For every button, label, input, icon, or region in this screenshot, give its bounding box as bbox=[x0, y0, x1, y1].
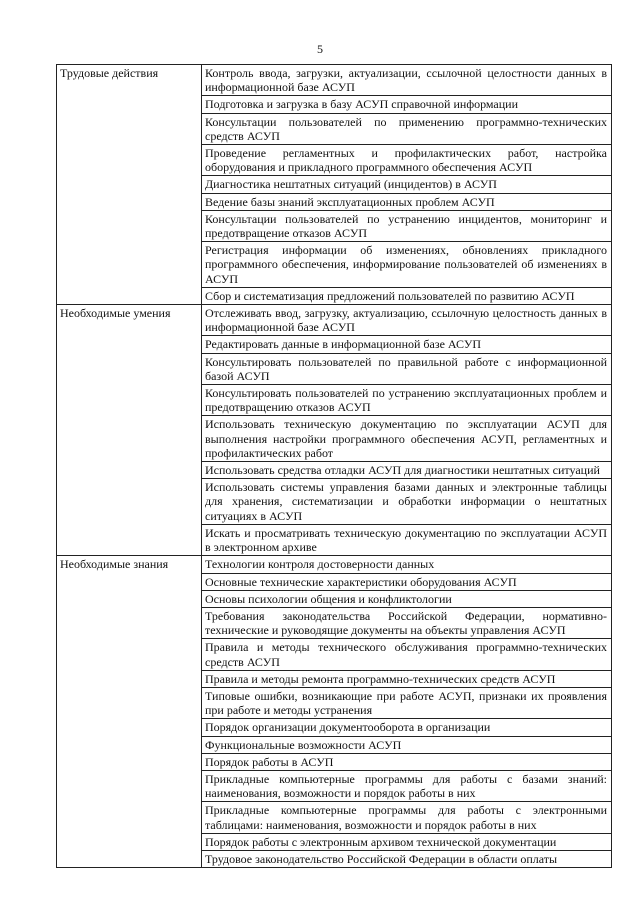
section-item: Консультировать пользователей по правильной работе с информационной базой АСУП bbox=[202, 353, 612, 384]
section-item: Порядок работы с электронным архивом технической документации bbox=[202, 833, 612, 850]
section-item: Правила и методы технического обслуживания программно-технических средств АСУП bbox=[202, 639, 612, 670]
section-item: Сбор и систематизация предложений пользователей по развитию АСУП bbox=[202, 287, 612, 304]
specification-table bbox=[56, 64, 612, 868]
section-item: Консультировать пользователей по устранению эксплуатационных проблем и предотвращению отказов АСУП bbox=[202, 385, 612, 416]
section-item: Основные технические характеристики оборудования АСУП bbox=[202, 573, 612, 590]
table-row bbox=[57, 65, 612, 96]
table-row bbox=[57, 305, 612, 336]
section-item: Регистрация информации об изменениях, обновлениях прикладного программного обеспечения, информирование пользователей об изменениях в АСУП bbox=[202, 242, 612, 288]
section-item: Проведение регламентных и профилактических работ, настройка оборудования и прикладного программного обеспечения АСУП bbox=[202, 145, 612, 176]
table-row bbox=[57, 556, 612, 573]
section-item: Функциональные возможности АСУП bbox=[202, 736, 612, 753]
section-category: Трудовые действия bbox=[57, 65, 202, 305]
section-item: Использовать средства отладки АСУП для диагностики нештатных ситуаций bbox=[202, 462, 612, 479]
section-item: Использовать техническую документацию по эксплуатации АСУП для выполнения настройки программного обеспечения АСУП, регламентных и профилактических работ bbox=[202, 416, 612, 462]
section-item: Отслеживать ввод, загрузку, актуализацию, ссылочную целостность данных в информационной базе АСУП bbox=[202, 305, 612, 336]
section-category: Необходимые знания bbox=[57, 556, 202, 868]
section-category: Необходимые умения bbox=[57, 305, 202, 556]
specification-table-body bbox=[57, 65, 612, 868]
section-item: Подготовка и загрузка в базу АСУП справочной информации bbox=[202, 96, 612, 113]
page-number: 5 bbox=[317, 42, 323, 56]
section-item: Порядок работы в АСУП bbox=[202, 753, 612, 770]
section-item: Порядок организации документооборота в организации bbox=[202, 719, 612, 736]
section-item: Прикладные компьютерные программы для работы с базами знаний: наименования, возможности и порядок работы в них bbox=[202, 770, 612, 801]
section-item: Консультации пользователей по применению программно-технических средств АСУП bbox=[202, 113, 612, 144]
section-item: Типовые ошибки, возникающие при работе АСУП, признаки их проявления при работе и методы устранения bbox=[202, 687, 612, 718]
section-item: Диагностика нештатных ситуаций (инцидентов) в АСУП bbox=[202, 176, 612, 193]
section-item: Правила и методы ремонта программно-технических средств АСУП bbox=[202, 670, 612, 687]
section-item: Трудовое законодательство Российской Федерации в области оплаты bbox=[202, 850, 612, 867]
section-item: Прикладные компьютерные программы для работы с электронными таблицами: наименования, возможности и порядок работы в них bbox=[202, 802, 612, 833]
section-item: Редактировать данные в информационной базе АСУП bbox=[202, 336, 612, 353]
section-item: Искать и просматривать техническую документацию по эксплуатации АСУП в электронном архиве bbox=[202, 524, 612, 555]
section-item: Требования законодательства Российской Федерации, нормативно-технические и руководящие документы на объекты управления АСУП bbox=[202, 607, 612, 638]
section-item: Консультации пользователей по устранению инцидентов, мониторинг и предотвращение отказов АСУП bbox=[202, 210, 612, 241]
section-item: Ведение базы знаний эксплуатационных проблем АСУП bbox=[202, 193, 612, 210]
section-item: Технологии контроля достоверности данных bbox=[202, 556, 612, 573]
section-item: Использовать системы управления базами данных и электронные таблицы для хранения, систематизации и обработки информации о нештатных ситуациях в АСУП bbox=[202, 479, 612, 525]
section-item: Контроль ввода, загрузки, актуализации, ссылочной целостности данных в информационной базе АСУП bbox=[202, 65, 612, 96]
section-item: Основы психологии общения и конфликтологии bbox=[202, 590, 612, 607]
